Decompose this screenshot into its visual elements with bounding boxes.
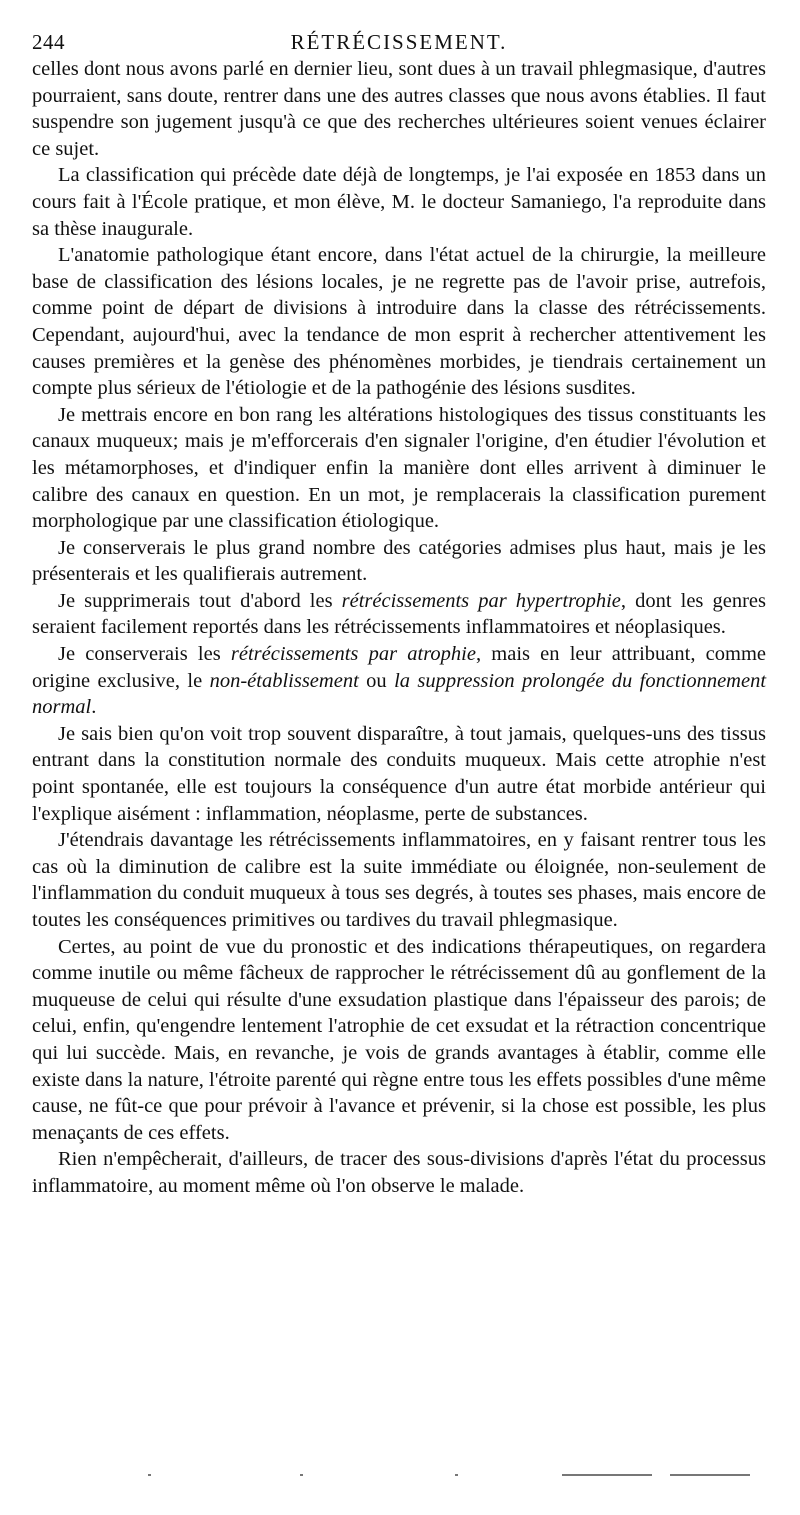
running-title: RÉTRÉCISSEMENT.: [290, 30, 508, 54]
print-mark: [562, 1474, 652, 1476]
page-number: 244: [32, 30, 65, 54]
paragraph: [32, 242, 766, 402]
page-header: [32, 30, 766, 56]
text-run: , mais en leur attribuant, comme origine exclusive, le: [32, 643, 766, 692]
footer-print-marks: [0, 1474, 800, 1482]
italic-phrase: non-établissement: [209, 669, 359, 692]
text-run: Certes, au point de vue du pronostic et des indications thérapeutiques, on regardera comme inutile ou même fâcheux de rapprocher le rétrécissement dû au gonflement de la muqueuse de celui qui résulte d'une exsudation plastique dans l'épaisseur des parois; de celui, enfin, qu'engendre lentement l'atrophie de cet exsudat et la rétraction concentrique qui lui succède. Mais, en revanche, je vois de grands avantages à établir, comme elle existe dans la nature, l'étroite parenté qui règne entre tous les effets possibles d'une même cause, ne fût-ce que pour prévoir à l'avance et prévenir, si la chose est possible, les plus menaçants de ces effets.: [32, 935, 766, 1144]
paragraph: [32, 641, 766, 721]
print-mark: [300, 1474, 303, 1476]
text-run: Je mettrais encore en bon rang les altérations histologiques des tissus constituants les canaux muqueux; mais je m'efforcerais d'en signaler l'origine, d'en étudier l'évolution et les métamorphoses, et d'indiquer enfin la manière dont elles arrivent à diminuer le calibre des canaux en question. En un mot, je remplacerais la classification purement morphologique par une classification étiologique.: [32, 403, 766, 533]
text-run: Rien n'empêcherait, d'ailleurs, de tracer des sous-divisions d'après l'état du processus inflammatoire, au moment même où l'on observe le malade.: [32, 1148, 766, 1197]
text-run: Je supprimerais tout d'abord les: [58, 589, 342, 612]
italic-phrase: rétrécissements par atrophie: [230, 643, 476, 666]
print-mark: [148, 1474, 151, 1476]
text-run: celles dont nous avons parlé en dernier lieu, sont dues à un travail phlegmasique, d'autres pourraient, sans doute, rentrer dans une des autres classes que nous avons établies. Il faut suspendre son jugement jusqu'à ce que des recherches ultérieures soient venues éclairer ce sujet.: [32, 58, 766, 160]
text-run: L'anatomie pathologique étant encore, dans l'état actuel de la chirurgie, la meilleure base de classification des lésions locales, je ne regrette pas de l'avoir prise, autrefois, comme point de départ de divisions à introduire dans la classe des rétrécissements. Cependant, aujourd'hui, avec la tendance de mon esprit à rechercher attentivement les causes premières et la genèse des phénomènes morbides, je tiendrais certainement un compte plus sérieux de l'étiologie et de la pathogénie des lésions susdites.: [32, 244, 766, 400]
text-run: , dont les genres seraient facilement reportés dans les rétrécissements inflammatoires et néoplasiques.: [32, 589, 766, 639]
paragraph: [32, 402, 766, 535]
paragraph: [32, 162, 766, 242]
print-mark: [670, 1474, 750, 1476]
paragraph: [32, 535, 766, 588]
text-run: Je conserverais le plus grand nombre des catégories admises plus haut, mais je les présenterais et les qualifierais autrement.: [32, 536, 766, 586]
book-page: [32, 30, 766, 1200]
italic-phrase: rétrécissements par hypertrophie: [341, 589, 621, 612]
paragraph: [32, 588, 766, 641]
body-text: [32, 56, 766, 1200]
text-run: Je conserverais les: [58, 643, 231, 666]
paragraph: [32, 934, 766, 1147]
paragraph: [32, 721, 766, 827]
text-run: Je sais bien qu'on voit trop souvent disparaître, à tout jamais, quelques-uns des tissus entrant dans la constitution normale des conduits muqueux. Mais cette atrophie n'est point spontanée, elle est toujours la conséquence d'un autre état morbide antérieur qui l'explique aisément : inflammation, néoplasme, perte de substances.: [32, 722, 766, 825]
paragraph: [32, 56, 766, 162]
paragraph: [32, 1146, 766, 1199]
print-mark: [455, 1474, 458, 1476]
text-run: J'étendrais davantage les rétrécissements inflammatoires, en y faisant rentrer tous les cas où la diminution de calibre est la suite immédiate ou éloignée, non-seulement de l'inflammation du conduit muqueux à tous ses degrés, à toutes ses phases, mais encore de toutes les conséquences primitives ou tardives du travail phlegmasique.: [32, 829, 766, 931]
text-run: ou: [358, 669, 395, 692]
text-run: La classification qui précède date déjà de longtemps, je l'ai exposée en 1853 dans un cours fait à l'École pratique, et mon élève, M. le docteur Samaniego, l'a reproduite dans sa thèse inaugurale.: [32, 164, 766, 240]
text-run: .: [91, 696, 97, 719]
italic-phrase: la suppression prolongée du fonctionnement normal: [32, 669, 767, 719]
paragraph: [32, 827, 766, 933]
